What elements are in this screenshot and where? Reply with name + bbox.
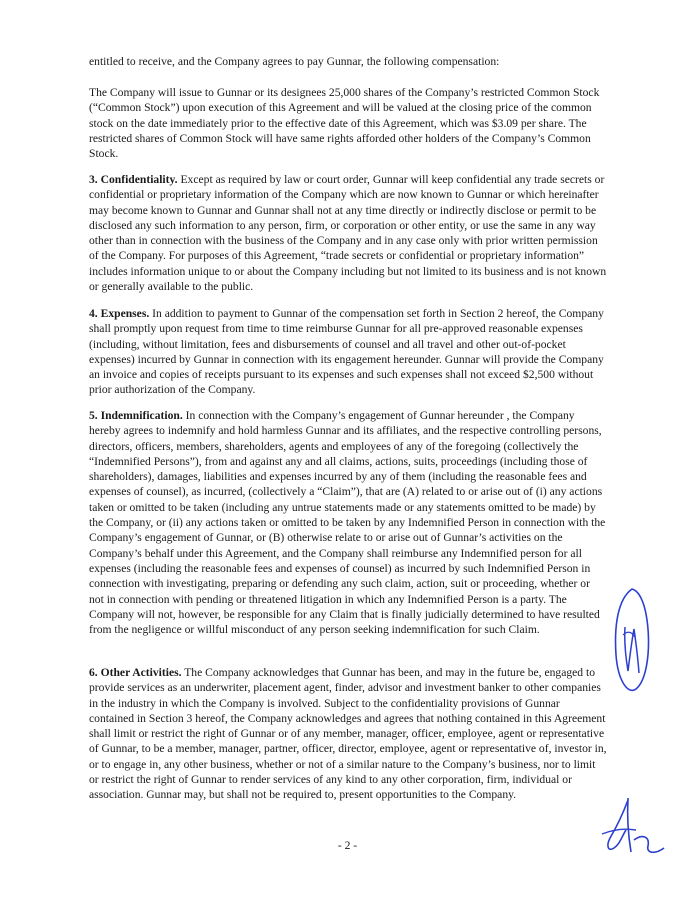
- handwritten-initials-signature: [598, 790, 670, 862]
- section-heading-confidentiality: 3. Confidentiality.: [89, 173, 178, 186]
- section-heading-indemnification: 5. Indemnification.: [89, 409, 183, 422]
- page-number: - 2 -: [337, 839, 358, 852]
- section-body-expenses: In addition to payment to Gunnar of the compensation set forth in Section 2 hereof, the Company shall promptly upon request from time to time reimburse Gunnar for all pre-approved reasonable expenses (including, without limitation, fees and disbursements of counsel and all travel and other out-of-pocket expenses) incurred by Gunnar in connection with its engagement hereunder. Gunnar will provide the Company an invoice and copies of receipts pursuant to its expenses and such expenses shall not exceed $2,500 without prior authorization of the Company.: [89, 307, 604, 397]
- section-confidentiality: [89, 172, 607, 294]
- section-body-indemnification: In connection with the Company’s engagement of Gunnar hereunder , the Company hereby agrees to indemnify and hold harmless Gunnar and its affiliates, and the respective controlling persons, directors, officers, members, shareholders, agents and employees of any of the foregoing (collectively the “Indemnified Persons”), from and against any and all claims, actions, suits, proceedings (including those of shareholders), damages, liabilities and expenses incurred by any of them (including the reasonable fees and expenses of counsel), as incurred, (collectively a “Claim”), that are (A) related to or arise out of (i) any actions taken or omitted to be taken (including any untrue statements made or any statements omitted to be made) by the Company, or (ii) any actions taken or omitted to be taken by any Indemnified Person in connection with the Company’s engagement of Gunnar, or (B) otherwise relate to or arise out of Gunnar’s activities on the Company’s behalf under this Agreement, and the Company shall reimburse any Indemnified person for all expenses (including the reasonable fees and expenses of counsel) as incurred by such Indemnified Person in connection with investigating, preparing or defending any such claim, action, suit or proceeding, whether or not in connection with pending or threatened litigation in which any Indemnified Person is a party. The Company will not, however, be responsible for any Claim that is finally judicially determined to have resulted from the negligence or willful misconduct of any person seeking indemnification for such Claim.: [89, 409, 606, 637]
- section-body-other-activities: The Company acknowledges that Gunnar has been, and may in the future be, engaged to provide services as an underwriter, placement agent, finder, advisor and investment banker to other companies in the industry in which the Company is involved. Subject to the confidentiality provisions of Gunnar contained in Section 3 hereof, the Company acknowledges and agrees that nothing contained in this Agreement shall limit or restrict the right of Gunnar or of any member, manager, officer, employee, agent or representative of Gunnar, to be a member, manager, partner, officer, director, employee, agent or representative of, investor in, or to engage in, any other business, whether or not of a similar nature to the Company’s business, nor to limit or restrict the right of Gunnar to render services of any kind to any other corporation, firm, individual or association. Gunnar may, but shall not be required to, present opportunities to the Company.: [89, 666, 607, 802]
- intro-line: entitled to receive, and the Company agrees to pay Gunnar, the following compensation:: [89, 55, 500, 68]
- section-heading-other-activities: 6. Other Activities.: [89, 666, 182, 679]
- section-body-confidentiality: Except as required by law or court order, Gunnar will keep confidential any trade secrets or confidential or proprietary information of the Company which are now known to Gunnar or which hereinafter may become known to Gunnar and Gunnar shall not at any time directly or indirectly disclose or permit to be disclosed any such information to any person, firm, or corporation or other entity, or use the same in any way other than in connection with the business of the Company and in any case only with prior written permission of the Company. For purposes of this Agreement, “trade secrets or confidential or proprietary information” includes information unique to or about the Company including but not limited to its business and is not known or generally available to the public.: [89, 173, 607, 294]
- compensation-paragraph: The Company will issue to Gunnar or its designees 25,000 shares of the Company’s restricted Common Stock (“Common Stock”) upon execution of this Agreement and will be valued at the closing price of the common stock on the date immediately prior to the effective date of this Agreement, which was $3.09 per share. The restricted shares of Common Stock will have same rights afforded other holders of the Company’s Common Stock.: [89, 86, 600, 161]
- handwritten-initials-signature: [612, 585, 652, 700]
- section-expenses: [89, 306, 607, 398]
- section-other-activities: [89, 665, 607, 803]
- section-heading-expenses: 4. Expenses.: [89, 307, 150, 320]
- section-indemnification: [89, 408, 607, 637]
